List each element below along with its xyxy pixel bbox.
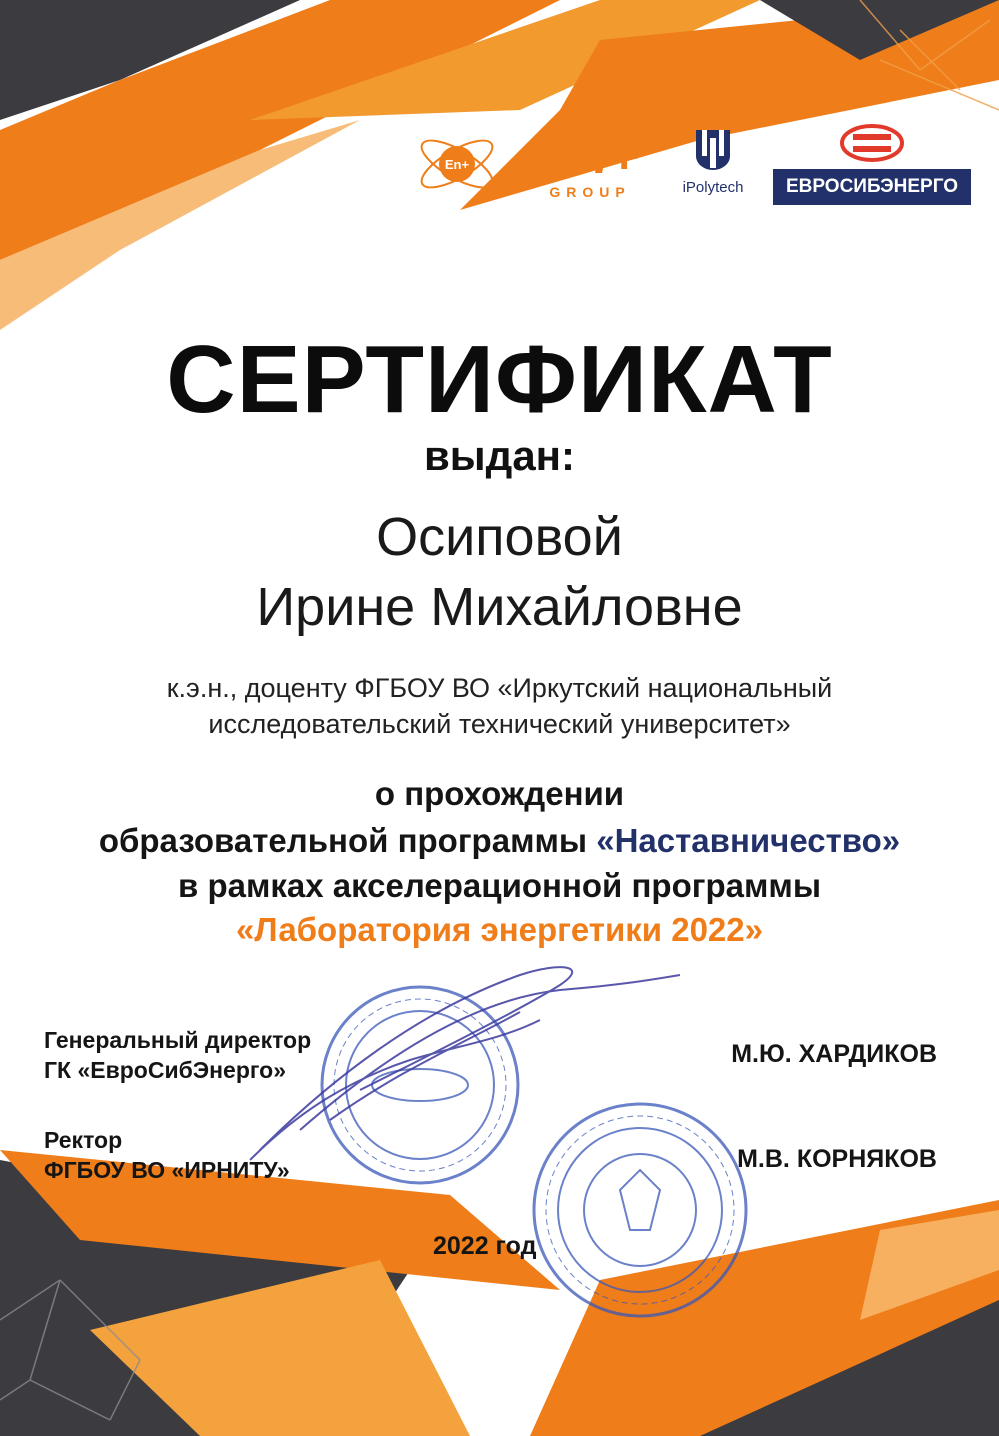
atom-logo bbox=[412, 124, 502, 204]
eurosib-logo bbox=[773, 124, 971, 205]
certificate-title: СЕРТИФИКАТ bbox=[166, 326, 833, 433]
program-line2 bbox=[0, 822, 999, 860]
recipient-surname: Осиповой bbox=[376, 507, 623, 567]
ipolytech-logo bbox=[673, 128, 753, 196]
recipient-given-names: Ирине Михайловне bbox=[256, 577, 743, 637]
ipolytech-shield-icon bbox=[694, 128, 732, 172]
signatory-2-role bbox=[44, 1125, 290, 1185]
certificate-year: 2022 год bbox=[433, 1232, 537, 1260]
atom-logo-text: En+ bbox=[444, 157, 470, 172]
signatory-1-name: М.Ю. ХАРДИКОВ bbox=[731, 1040, 937, 1068]
signatory-1-role-line2: ГК «ЕвроСибЭнерго» bbox=[44, 1057, 287, 1083]
recipient-position-line2: исследовательский технический университет» bbox=[208, 709, 791, 739]
eurosib-emblem-icon bbox=[839, 124, 905, 162]
eurosib-text: ЕВРОСИБЭНЕРГО bbox=[773, 169, 971, 205]
logos-row bbox=[0, 122, 999, 212]
ipolytech-text: iPolytech bbox=[682, 179, 744, 196]
en-group-logo bbox=[530, 127, 650, 200]
signatory-2-role-line2: ФГБОУ ВО «ИРНИТУ» bbox=[44, 1157, 290, 1183]
program-name: «Наставничество» bbox=[596, 822, 901, 859]
signatory-2-name: М.В. КОРНЯКОВ bbox=[737, 1145, 937, 1173]
recipient-position-line1: к.э.н., доценту ФГБОУ ВО «Иркутский национальный bbox=[166, 673, 833, 703]
signatory-1-role bbox=[44, 1025, 311, 1085]
signatory-2-role-line1: Ректор bbox=[44, 1127, 123, 1153]
program-line1: о прохождении bbox=[374, 775, 625, 812]
program-laboratory: «Лаборатория энергетики 2022» bbox=[235, 911, 763, 948]
en-group-main: En+ bbox=[541, 127, 639, 185]
signatory-1-role-line1: Генеральный директор bbox=[44, 1027, 312, 1053]
issued-to-label: выдан: bbox=[423, 432, 576, 479]
program-line3: в рамках акселерационной программы bbox=[177, 867, 822, 904]
en-group-sub: GROUP bbox=[549, 184, 631, 200]
program-line2-prefix: образовательной программы bbox=[98, 822, 597, 859]
